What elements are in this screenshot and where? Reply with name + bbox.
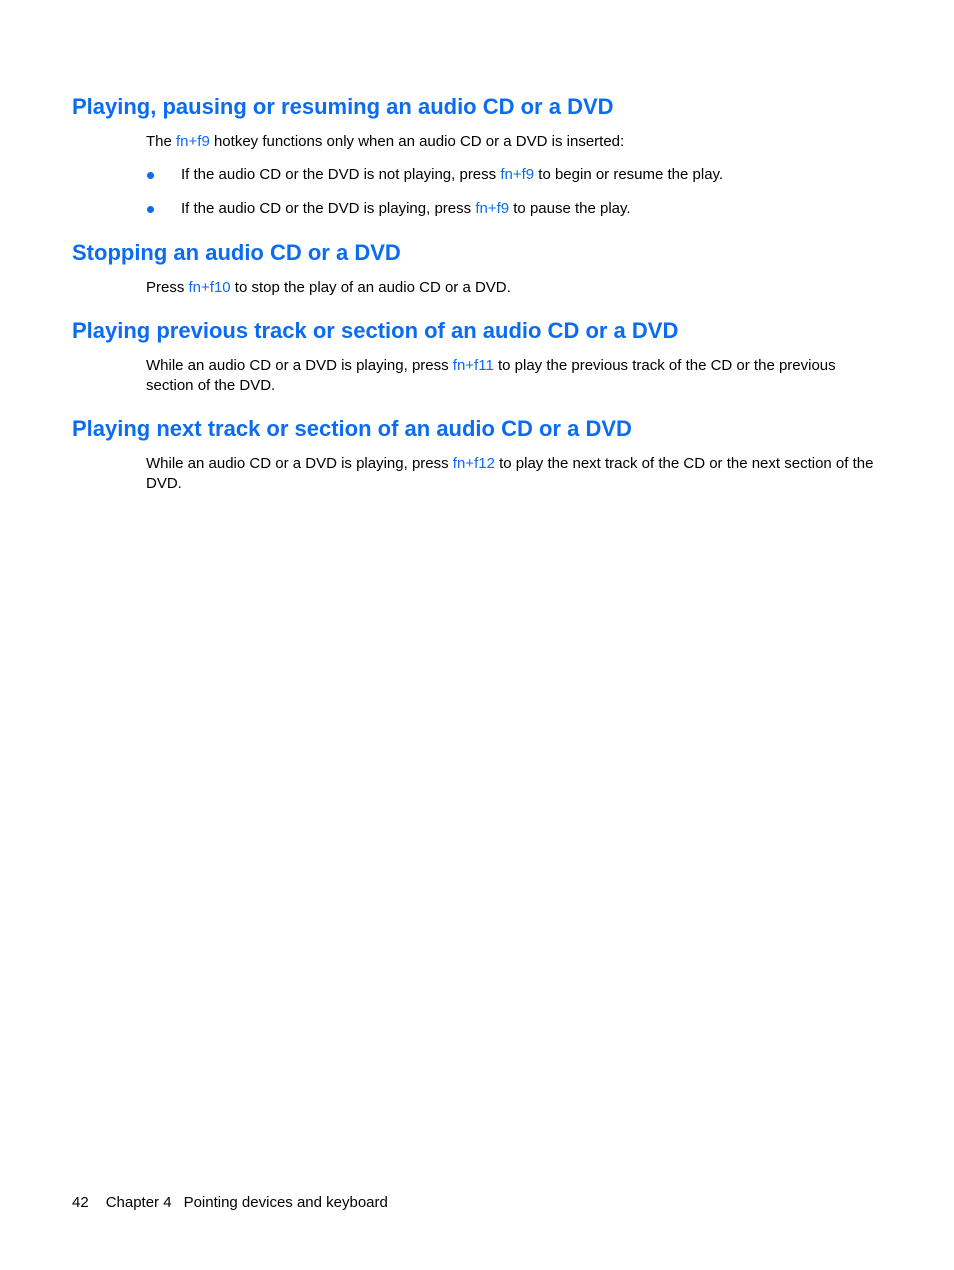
page-number: 42 (72, 1194, 89, 1211)
intro-text-before: The (146, 133, 177, 150)
section-heading-previous-track: Playing previous track or section of an audio CD or a DVD (72, 318, 679, 343)
list-item-text: If the audio CD or the DVD is playing, press fn+f9 to pause the play. (181, 200, 631, 217)
previous-track-paragraph: While an audio CD or a DVD is playing, press fn+f11 to play the previous track of the CD or the previous section of the DVD. (146, 357, 836, 394)
hotkey-fn-f10: fn+f10 (188, 279, 231, 296)
bullet-icon (147, 206, 154, 213)
hotkey-fn-f12: fn+f12 (452, 455, 495, 472)
hotkey-fn-f11: fn+f11 (452, 357, 494, 374)
list-item-text: If the audio CD or the DVD is not playing, press fn+f9 to begin or resume the play. (181, 166, 724, 183)
section-heading-play-pause: Playing, pausing or resuming an audio CD or a DVD (72, 94, 614, 119)
hotkey-fn-f9: fn+f9 (176, 133, 210, 150)
chapter-label: Chapter 4 (105, 1194, 172, 1211)
hotkey-fn-f9: fn+f9 (500, 166, 535, 183)
bullet-icon (147, 172, 154, 179)
page-footer (72, 1193, 388, 1213)
hotkey-intro-paragraph (146, 132, 874, 152)
section-heading-stop: Stopping an audio CD or a DVD (72, 240, 401, 265)
chapter-title: Pointing devices and keyboard (183, 1194, 388, 1211)
next-track-paragraph: While an audio CD or a DVD is playing, press fn+f12 to play the next track of the CD or the next section of the DVD. (146, 455, 874, 492)
section-heading-next-track: Playing next track or section of an audio CD or a DVD (72, 416, 632, 441)
intro-text-after: hotkey functions only when an audio CD or a DVD is inserted: (209, 133, 625, 150)
hotkey-fn-f9: fn+f9 (475, 200, 510, 217)
stop-paragraph: Press fn+f10 to stop the play of an audio CD or a DVD. (146, 279, 511, 296)
